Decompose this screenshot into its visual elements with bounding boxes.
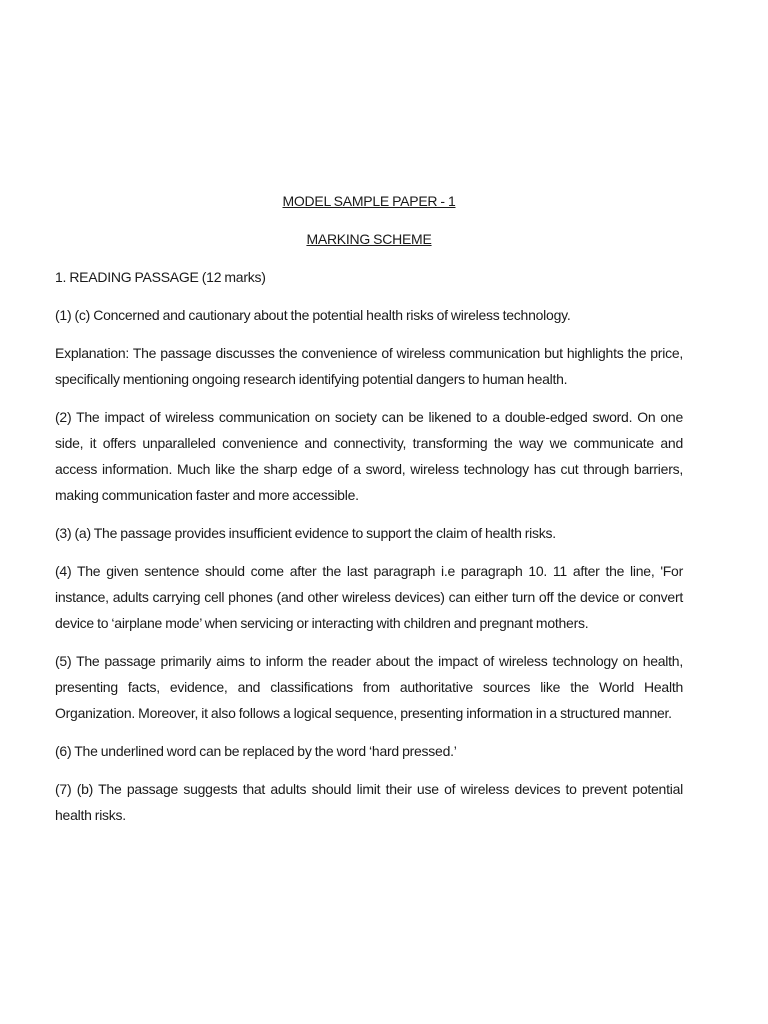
page-title: MODEL SAMPLE PAPER - 1 (282, 193, 456, 209)
answer-1: (1) (c) Concerned and cautionary about the potential health risks of wireless technology. (55, 307, 571, 323)
answer-3: (3) (a) The passage provides insufficient evidence to support the claim of health risks. (55, 525, 556, 541)
answer-1-explanation: Explanation: The passage discusses the convenience of wireless communication but highlights the price, specifically mentioning ongoing research identifying potential dangers to human health. (55, 345, 683, 387)
page-subtitle: MARKING SCHEME (306, 231, 432, 247)
document-body (55, 188, 683, 840)
answer-2: (2) The impact of wireless communication on society can be likened to a double-edged sword. On one side, it offers unparalleled convenience and connectivity, transforming the way we communicate and access information. Much like the sharp edge of a sword, wireless technology has cut through barriers, making communication faster and more accessible. (55, 409, 683, 503)
answer-7: (7) (b) The passage suggests that adults should limit their use of wireless devices to prevent potential health risks. (55, 781, 683, 823)
answer-5: (5) The passage primarily aims to inform the reader about the impact of wireless technology on health, presenting facts, evidence, and classifications from authoritative sources like the World Health Organization. Moreover, it also follows a logical sequence, presenting information in a structured manner. (55, 653, 683, 721)
answer-4: (4) The given sentence should come after the last paragraph i.e paragraph 10. 11 after the line, 'For instance, adults carrying cell phones (and other wireless devices) can either turn off the device or convert device to ‘airplane mode’ when servicing or interacting with children and pregnant mothers. (55, 563, 683, 631)
answer-6: (6) The underlined word can be replaced by the word ‘hard pressed.’ (55, 743, 457, 759)
section-heading-reading-passage: 1. READING PASSAGE (12 marks) (55, 269, 266, 285)
